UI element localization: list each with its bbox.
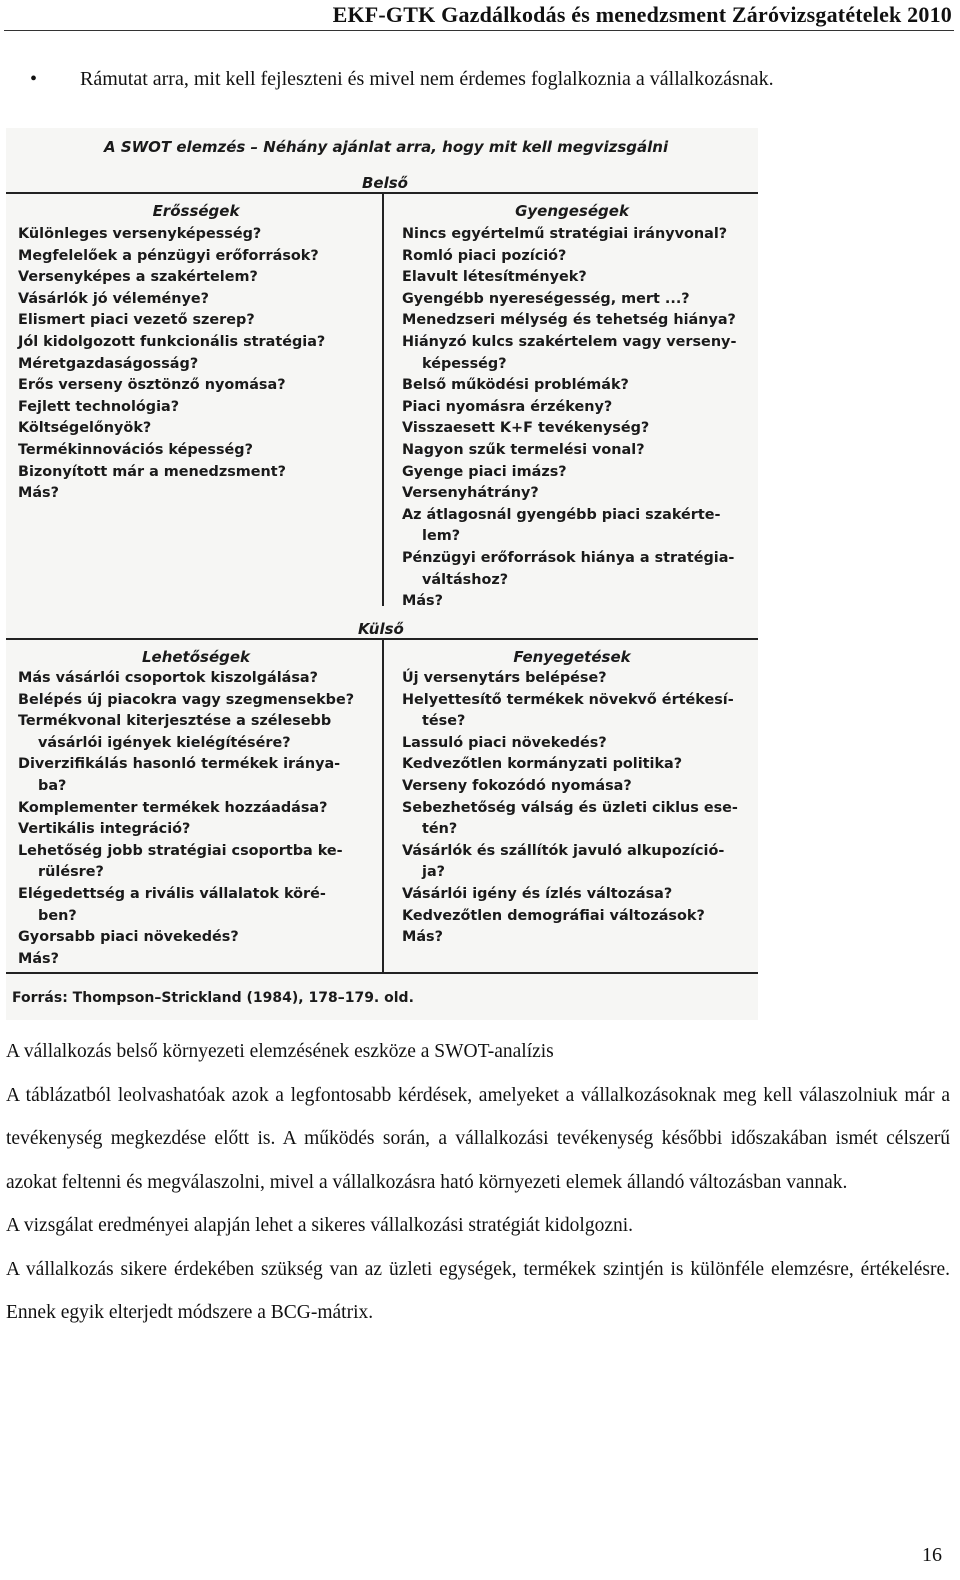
weaknesses-item: Piaci nyomásra érzékeny? [402,398,613,415]
opportunities-heading: Lehetőségek [141,648,251,666]
threats-item: Helyettesítő termékek növekvő értékesí- [402,691,734,708]
weaknesses-item: Gyengébb nyereségesség, mert ...? [402,290,690,307]
weaknesses-item: képesség? [402,355,507,372]
strengths-item: Költségelőnyök? [18,420,152,437]
weaknesses-item: Nincs egyértelmű stratégiai irányvonal? [402,226,728,242]
paragraph: A táblázatból leolvashatóak azok a legfontosabb kérdések, amelyeket a vállalkozásoknak meg kell válaszolniuk már a tevékenység megkezdése előtt is. A működés során, a vállalkozási tevékenység későbbi időszakában ismét célszerű azokat feltenni és megválaszolni, mivel a vállalkozásra ható környezeti elemek állandó változásban vannak. [6,1084,950,1193]
bullet-dot-icon: • [30,68,38,90]
weaknesses-item: Hiányzó kulcs szakértelem vagy verseny- [402,333,737,350]
weaknesses-item: Gyenge piaci imázs? [402,463,567,480]
strengths-item: Jól kidolgozott funkcionális stratégia? [18,333,326,350]
threats-item: Lassuló piaci növekedés? [402,734,607,751]
swot-table-image [6,128,758,1020]
swot-title: A SWOT elemzés – Néhány ajánlat arra, hogy mit kell megvizsgálni [104,138,669,156]
weaknesses-item: Az átlagosnál gyengébb piaci szakérte- [402,506,721,523]
opportunities-item: Lehetőség jobb stratégiai csoportba ke- [18,842,343,859]
threats-item: Vásárlók és szállítók javuló alkupozíció- [402,842,725,859]
strengths-item: Megfelelőek a pénzügyi erőforrások? [18,247,319,264]
weaknesses-item: Más? [402,593,443,610]
page-number: 16 [922,1544,942,1566]
weaknesses-heading: Gyengeségek [515,202,629,220]
strengths-item: Bizonyított már a menedzsment? [18,463,287,480]
weaknesses-item: Nagyon szűk termelési vonal? [402,441,645,458]
opportunities-item: ba? [18,777,67,794]
threats-item: Más? [402,929,443,946]
opportunities-item: Termékvonal kiterjesztése a szélesebb [18,713,332,730]
opportunities-item: Gyorsabb piaci növekedés? [18,929,239,946]
strengths-item: Fejlett technológia? [18,398,180,415]
weaknesses-item: Versenyhátrány? [402,485,539,502]
internal-vertical-divider [382,192,384,606]
opportunities-item: rülésre? [18,864,104,881]
intro-bullet-text: Rámutat arra, mit kell fejleszteni és mivel nem érdemes foglalkoznia a vállalkozásnak. [80,68,774,90]
weaknesses-item: Pénzügyi erőforrások hiánya a stratégia- [402,549,735,566]
strengths-heading: Erősségek [152,202,240,220]
threats-item: Sebezhetőség válság és üzleti ciklus ese- [402,799,738,816]
page-header: EKF-GTK Gazdálkodás és menedzsment Záróvizsgatételek 2010 [332,2,952,27]
weaknesses-item: Menedzseri mélység és tehetség hiánya? [402,312,736,329]
threats-item: Kedvezőtlen demográfiai változások? [402,907,705,924]
threats-item: Kedvezőtlen kormányzati politika? [402,756,683,773]
strengths-item: Más? [18,485,59,502]
source-citation: Forrás: Thompson–Strickland (1984), 178–179. old. [12,990,414,1006]
internal-section-label: Belső [362,174,408,192]
weaknesses-item: Visszaesett K+F tevékenység? [402,420,650,437]
strengths-item: Különleges versenyképesség? [18,226,262,242]
weaknesses-item: Elavult létesítmények? [402,269,587,286]
opportunities-item: vásárlói igények kielégítésére? [18,734,291,751]
weaknesses-item: váltáshoz? [402,571,509,588]
threats-item: ja? [402,864,446,881]
weaknesses-item: Belső működési problémák? [402,377,629,394]
external-section-label: Külső [358,620,404,638]
strengths-list [18,224,325,505]
strengths-item: Termékinnovációs képesség? [18,441,253,458]
opportunities-item: ben? [18,907,77,924]
opportunities-item: Belépés új piacokra vagy szegmensekbe? [18,691,355,708]
paragraph: A vállalkozás sikere érdekében szükség van az üzleti egységek, termékek szintjén is különféle elemzésre, értékelésre. Ennek egyik elterjedt módszere a BCG-mátrix. [6,1258,950,1323]
threats-item: Új versenytárs belépése? [402,670,607,686]
body-text [6,1030,950,1335]
weaknesses-item: Romló piaci pozíció? [402,247,567,264]
threats-item: Vásárlói igény és ízlés változása? [402,885,673,902]
weaknesses-list [402,224,736,613]
strengths-item: Erős verseny ösztönző nyomása? [18,377,286,394]
header-rule [4,30,954,31]
opportunities-item: Diverzifikálás hasonló termékek iránya- [18,756,341,773]
strengths-item: Vásárlók jó véleménye? [18,290,209,307]
threats-list [402,668,738,949]
threats-item: tén? [402,821,458,838]
paragraph: A vizsgálat eredményei alapján lehet a sikeres vállalkozási stratégiát kidolgozni. [6,1215,634,1236]
paragraph: A vállalkozás belső környezeti elemzésének eszköze a SWOT-analízis [6,1041,554,1062]
opportunities-item: Más? [18,950,59,967]
weaknesses-item: lem? [402,528,461,545]
opportunities-item: Komplementer termékek hozzáadása? [18,799,328,816]
opportunities-list [18,668,354,970]
opportunities-item: Elégedettség a rivális vállalatok köré- [18,885,326,902]
threats-item: tése? [402,713,466,730]
opportunities-item: Vertikális integráció? [18,821,191,838]
strengths-item: Versenyképes a szakértelem? [18,269,258,286]
opportunities-item: Más vásárlói csoportok kiszolgálása? [18,670,318,686]
strengths-item: Elismert piaci vezető szerep? [18,312,255,329]
threats-heading: Fenyegetések [513,648,631,666]
threats-item: Verseny fokozódó nyomása? [402,777,632,794]
strengths-item: Méretgazdaságosság? [18,355,199,372]
table-bottom-rule [6,972,758,974]
external-vertical-divider [382,638,384,972]
